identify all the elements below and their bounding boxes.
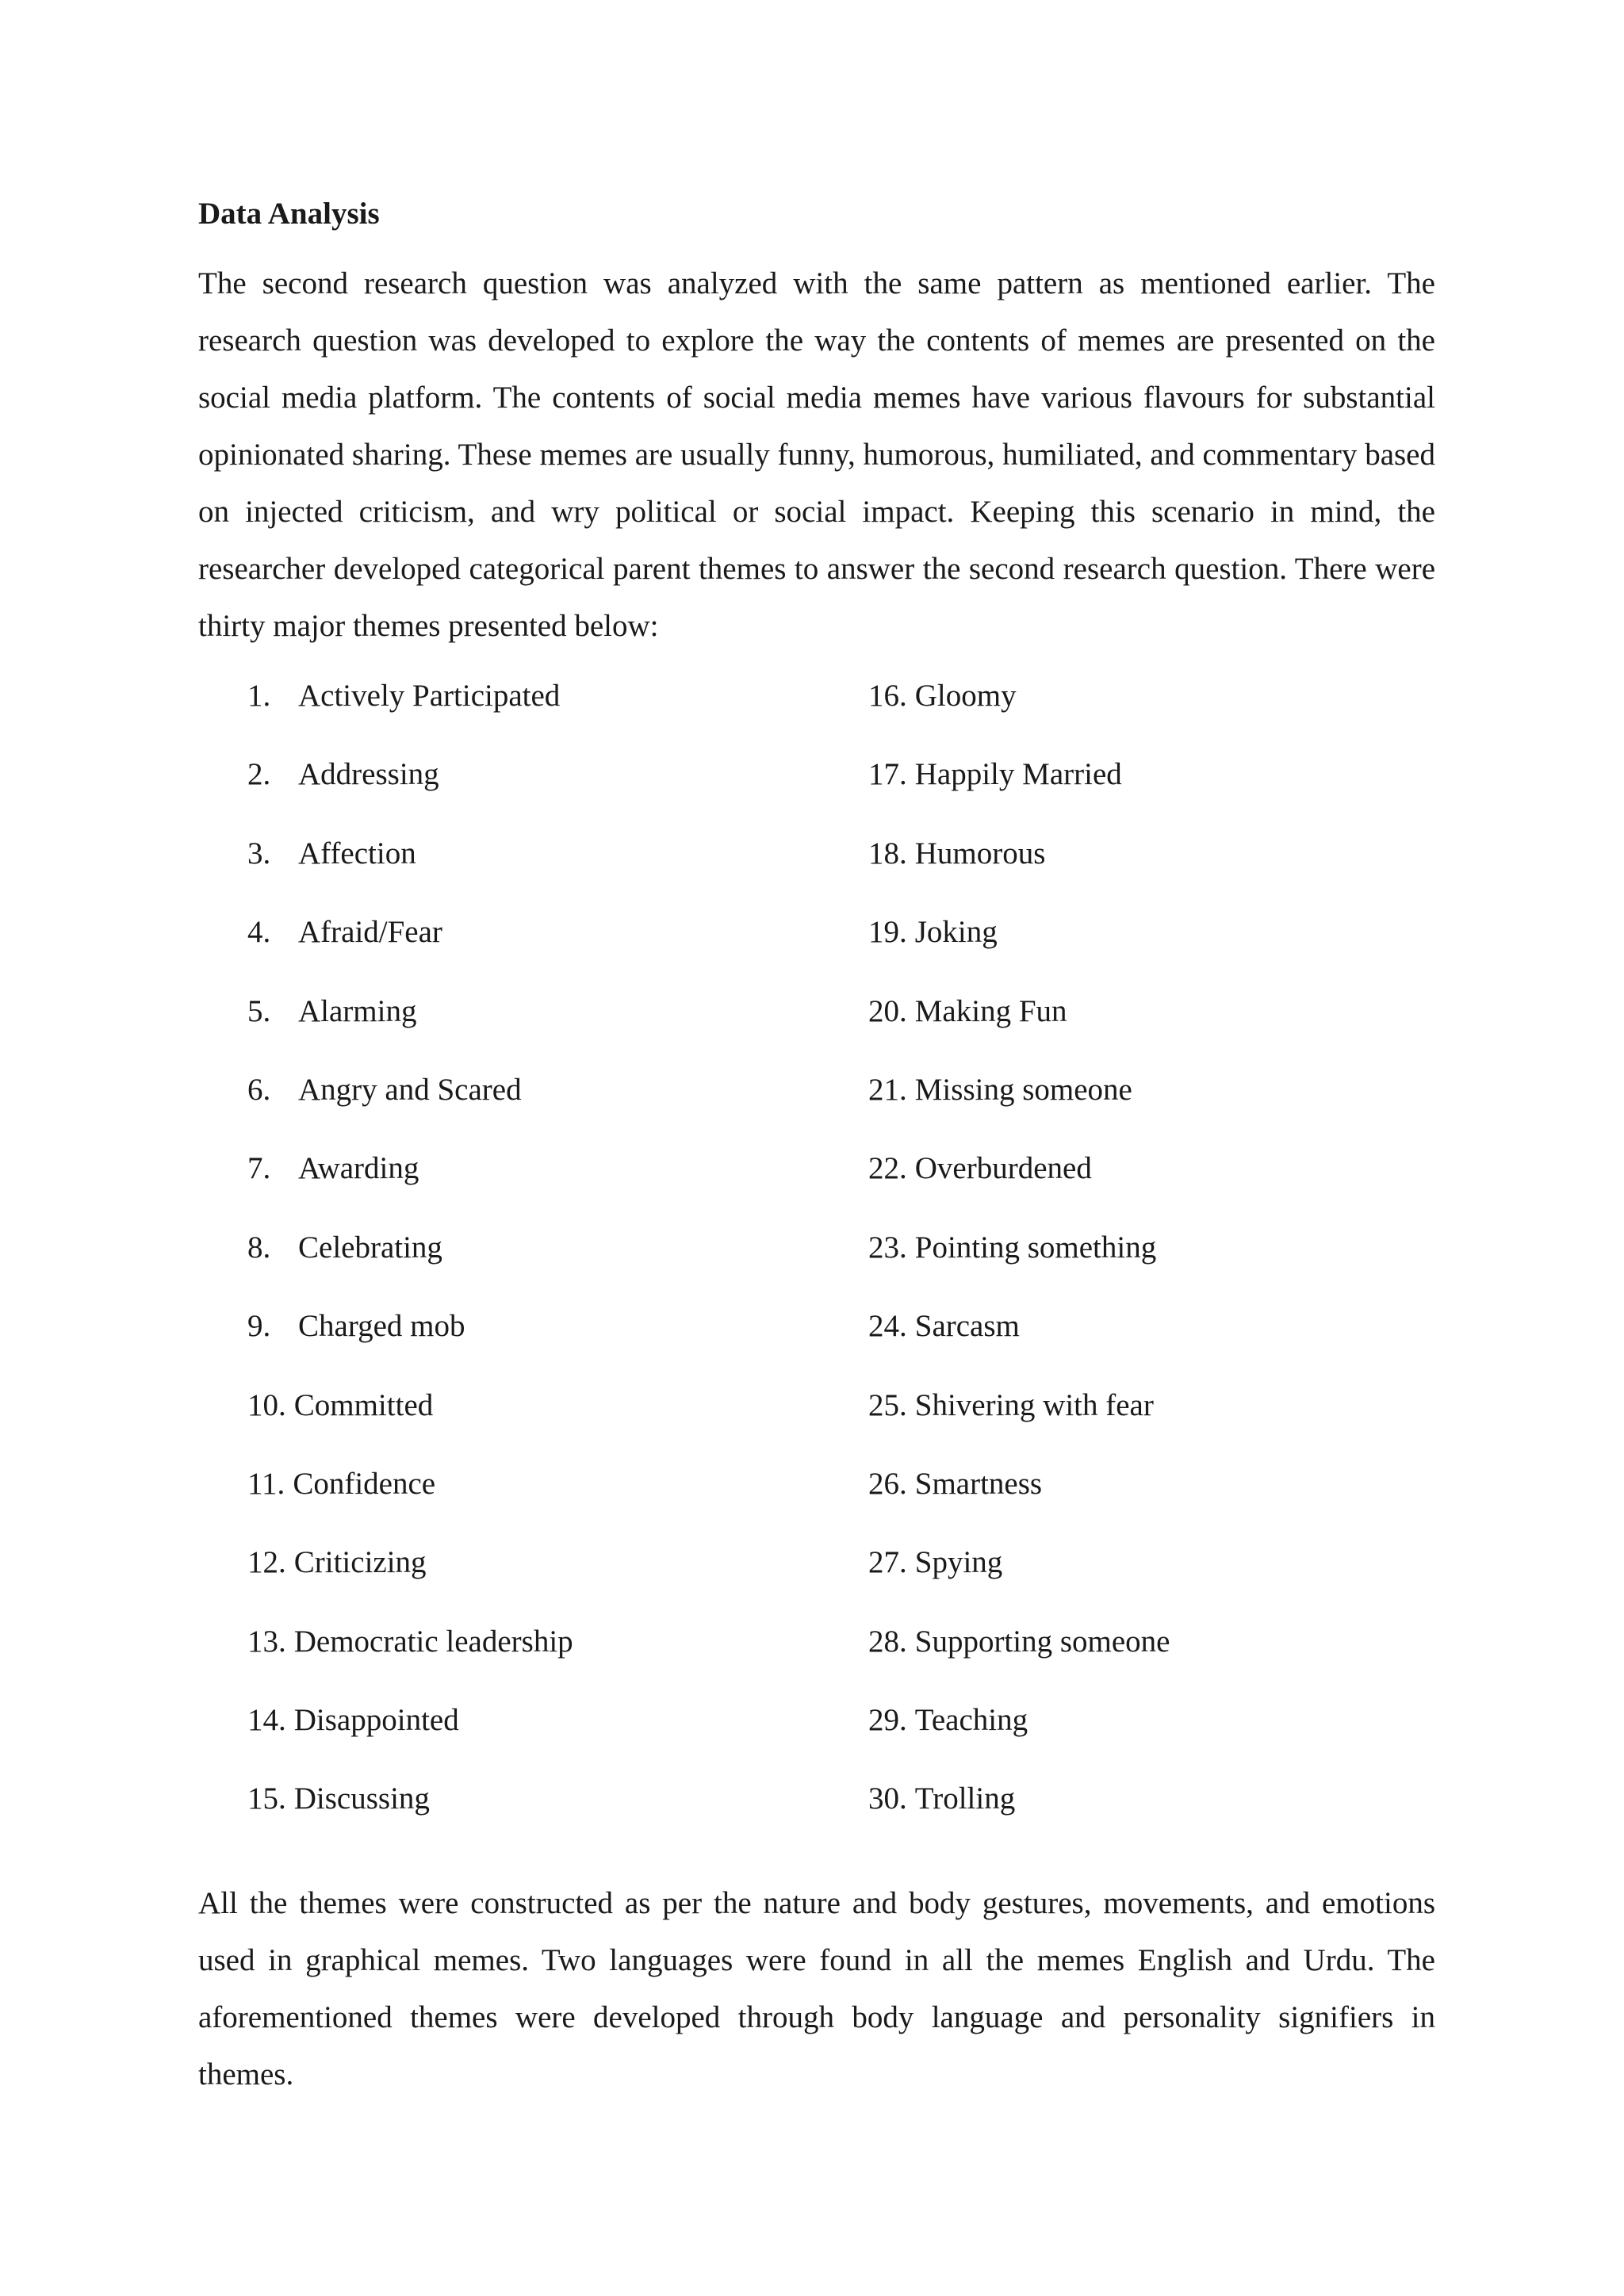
theme-list-item (868, 988, 1435, 1066)
theme-label: Trolling (914, 1781, 1016, 1816)
theme-label: Criticizing (293, 1545, 427, 1580)
theme-list-item (247, 1775, 868, 1854)
theme-list-item (868, 1303, 1435, 1381)
theme-list-item (247, 1539, 868, 1617)
theme-list-item (868, 1697, 1435, 1775)
theme-number: 2. (247, 757, 271, 792)
theme-number: 15. (247, 1781, 286, 1816)
theme-label: Sarcasm (914, 1309, 1020, 1344)
themes-column-left (198, 672, 868, 1854)
theme-number: 24. (868, 1309, 907, 1344)
theme-number: 8. (247, 1230, 271, 1265)
theme-label: Spying (914, 1545, 1003, 1580)
themes-list (198, 672, 1435, 1854)
theme-number: 18. (868, 836, 907, 871)
theme-label: Committed (293, 1387, 434, 1422)
theme-label: Alarming (298, 993, 417, 1028)
theme-list-item (247, 672, 868, 751)
theme-number: 20. (868, 993, 907, 1028)
theme-label: Angry and Scared (298, 1072, 522, 1107)
theme-number: 1. (247, 679, 271, 713)
theme-number: 30. (868, 1781, 907, 1816)
theme-label: Humorous (914, 836, 1046, 871)
theme-label: Missing someone (914, 1072, 1132, 1107)
theme-number: 4. (247, 915, 271, 950)
theme-number: 5. (247, 993, 271, 1028)
theme-number: 11. (247, 1466, 285, 1501)
theme-list-item (247, 1697, 868, 1775)
theme-label: Addressing (298, 757, 439, 792)
theme-number: 26. (868, 1466, 907, 1501)
theme-list-item (868, 1224, 1435, 1303)
theme-number: 9. (247, 1309, 271, 1344)
theme-list-item (247, 1460, 868, 1539)
theme-list-item (247, 909, 868, 987)
theme-list-item (868, 1145, 1435, 1223)
section-heading: Data Analysis (198, 197, 380, 231)
theme-number: 27. (868, 1545, 907, 1580)
theme-list-item (868, 830, 1435, 909)
theme-label: Actively Participated (298, 679, 561, 713)
theme-number: 17. (868, 757, 907, 792)
themes-column-right (868, 672, 1435, 1854)
theme-list-item (247, 830, 868, 909)
theme-label: Awarding (298, 1151, 419, 1186)
theme-label: Pointing something (914, 1230, 1157, 1265)
theme-label: Overburdened (914, 1151, 1092, 1186)
theme-label: Disappointed (293, 1703, 459, 1738)
theme-label: Affection (298, 836, 416, 871)
theme-number: 13. (247, 1624, 286, 1659)
theme-list-item (868, 1460, 1435, 1539)
theme-number: 22. (868, 1151, 907, 1186)
theme-number: 12. (247, 1545, 286, 1580)
theme-label: Joking (914, 915, 998, 950)
theme-number: 19. (868, 915, 907, 950)
theme-label: Celebrating (298, 1230, 442, 1265)
theme-list-item (868, 1618, 1435, 1697)
theme-label: Shivering with fear (914, 1387, 1154, 1422)
theme-label: Smartness (914, 1466, 1043, 1501)
theme-list-item (247, 1618, 868, 1697)
theme-label: Making Fun (914, 993, 1067, 1028)
intro-paragraph: The second research question was analyzed with the same pattern as mentioned earlier. The research question was developed to explore the way the contents of memes are presented on the social media platform. The contents of social media memes have various flavours for substantial opinionated sharing. These memes are usually funny, humorous, humiliated, and commentary based on injected criticism, and wry political or social impact. Keeping this scenario in mind, the researcher developed categorical parent themes to answer the second research question. There were thirty major themes presented below: (198, 266, 1435, 643)
theme-number: 14. (247, 1703, 286, 1738)
theme-number: 10. (247, 1387, 286, 1422)
theme-number: 23. (868, 1230, 907, 1265)
theme-list-item (868, 751, 1435, 829)
theme-list-item (247, 1066, 868, 1145)
theme-number: 6. (247, 1072, 271, 1107)
theme-label: Charged mob (298, 1309, 465, 1344)
theme-label: Confidence (293, 1466, 436, 1501)
page-content (198, 190, 1435, 2103)
theme-label: Supporting someone (914, 1624, 1170, 1659)
theme-label: Teaching (914, 1703, 1028, 1738)
theme-number: 28. (868, 1624, 907, 1659)
theme-label: Gloomy (914, 679, 1017, 713)
theme-list-item (868, 1066, 1435, 1145)
theme-list-item (247, 751, 868, 829)
theme-number: 3. (247, 836, 271, 871)
theme-list-item (247, 1224, 868, 1303)
theme-label: Discussing (293, 1781, 430, 1816)
theme-label: Afraid/Fear (298, 915, 442, 950)
theme-list-item (247, 1145, 868, 1223)
theme-list-item (868, 909, 1435, 987)
theme-label: Democratic leadership (293, 1624, 573, 1659)
theme-list-item (247, 1382, 868, 1460)
theme-label: Happily Married (914, 757, 1122, 792)
theme-number: 25. (868, 1387, 907, 1422)
theme-list-item (868, 1382, 1435, 1460)
theme-list-item (247, 988, 868, 1066)
theme-number: 7. (247, 1151, 271, 1186)
theme-list-item (868, 1539, 1435, 1617)
theme-list-item (868, 1775, 1435, 1854)
theme-list-item (247, 1303, 868, 1381)
theme-number: 29. (868, 1703, 907, 1738)
closing-paragraph: All the themes were constructed as per the nature and body gestures, movements, and emotions used in graphical memes. Two languages were found in all the memes English and Urdu. The aforementioned themes were developed through body language and personality signifiers in themes. (198, 1885, 1435, 2091)
theme-number: 16. (868, 679, 907, 713)
theme-list-item (868, 672, 1435, 751)
theme-number: 21. (868, 1072, 907, 1107)
